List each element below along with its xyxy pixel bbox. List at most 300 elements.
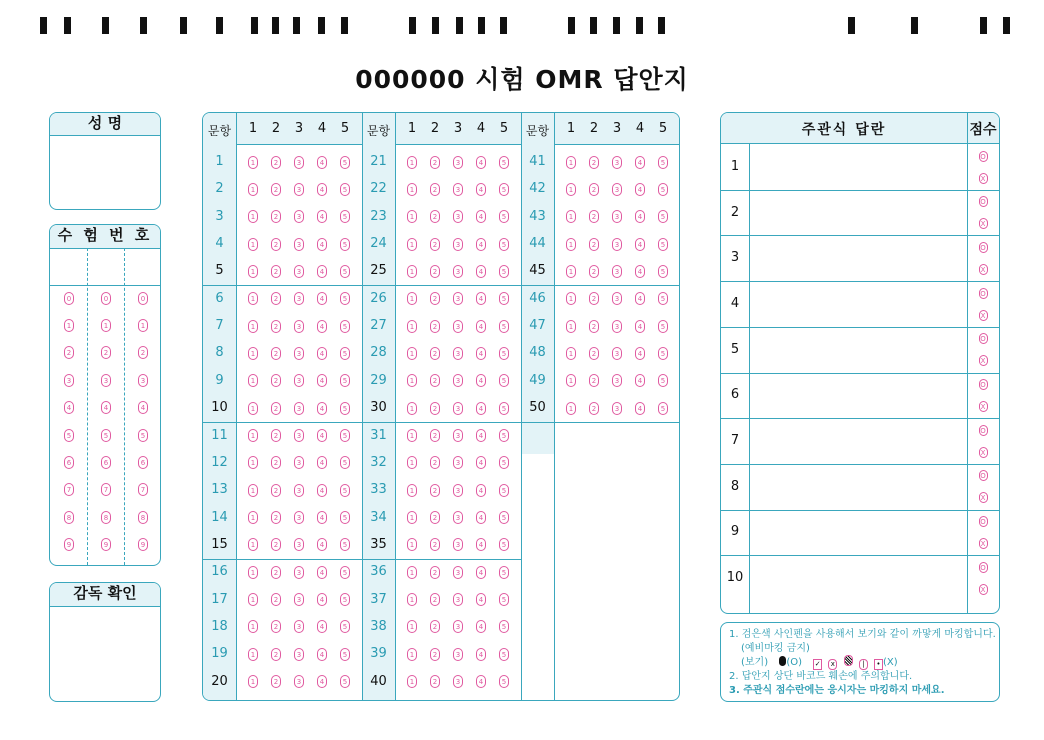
answer-bubble[interactable]: 2 xyxy=(589,374,599,387)
answer-bubble[interactable]: 4 xyxy=(317,593,327,606)
answer-bubble[interactable]: 4 xyxy=(317,265,327,278)
answer-bubble[interactable]: 1 xyxy=(407,566,417,579)
answer-bubble[interactable]: 1 xyxy=(407,402,417,415)
answer-bubble[interactable]: 4 xyxy=(317,456,327,469)
answer-bubble[interactable]: 5 xyxy=(340,238,350,251)
answer-bubble[interactable]: 2 xyxy=(271,374,281,387)
score-bubble[interactable]: X xyxy=(979,401,988,412)
answer-bubble[interactable]: 2 xyxy=(430,374,440,387)
score-bubble[interactable]: O xyxy=(980,381,986,389)
answer-bubble[interactable]: 4 xyxy=(317,511,327,524)
id-digit-bubble[interactable]: 5 xyxy=(64,429,74,442)
answer-bubble[interactable]: 2 xyxy=(430,593,440,606)
answer-bubble[interactable]: 2 xyxy=(271,183,281,196)
answer-bubble[interactable]: 2 xyxy=(271,538,281,551)
answer-bubble[interactable]: 3 xyxy=(294,320,304,333)
score-bubble[interactable]: X xyxy=(979,173,988,184)
answer-bubble[interactable]: 1 xyxy=(248,456,258,469)
answer-bubble[interactable]: 5 xyxy=(340,429,350,442)
answer-bubble[interactable]: 2 xyxy=(271,292,281,305)
answer-bubble[interactable]: 1 xyxy=(248,511,258,524)
score-bubble[interactable]: O xyxy=(980,335,986,344)
answer-bubble[interactable]: 2 xyxy=(271,210,281,223)
answer-bubble[interactable]: 3 xyxy=(294,265,304,278)
answer-bubble[interactable]: 2 xyxy=(430,511,440,524)
answer-bubble[interactable]: 1 xyxy=(248,620,258,633)
id-digit-bubble[interactable]: 8 xyxy=(101,511,111,524)
answer-bubble[interactable]: 3 xyxy=(294,238,304,251)
answer-bubble[interactable]: 5 xyxy=(499,210,509,223)
answer-bubble[interactable]: 5 xyxy=(658,238,668,251)
answer-bubble[interactable]: 4 xyxy=(635,265,645,278)
answer-bubble[interactable]: 3 xyxy=(453,320,463,333)
answer-bubble[interactable]: 2 xyxy=(430,538,440,551)
answer-bubble[interactable]: 5 xyxy=(658,320,668,333)
answer-bubble[interactable]: 1 xyxy=(407,484,417,497)
id-digit-bubble[interactable]: 6 xyxy=(64,456,74,469)
answer-bubble[interactable]: 1 xyxy=(407,620,417,633)
answer-bubble[interactable]: 3 xyxy=(453,566,463,579)
answer-bubble[interactable]: 3 xyxy=(294,538,304,551)
subjective-answer-field[interactable] xyxy=(750,555,967,601)
answer-bubble[interactable]: 1 xyxy=(566,156,576,169)
answer-bubble[interactable]: 3 xyxy=(453,265,463,278)
answer-bubble[interactable]: 4 xyxy=(635,347,645,360)
score-bubble[interactable]: X xyxy=(979,447,988,458)
answer-bubble[interactable]: 4 xyxy=(476,620,486,633)
answer-bubble[interactable]: 5 xyxy=(499,675,509,688)
answer-bubble[interactable]: 3 xyxy=(612,183,622,196)
id-digit-bubble[interactable]: 3 xyxy=(101,374,111,387)
answer-bubble[interactable]: 1 xyxy=(248,183,258,196)
score-bubble[interactable]: X xyxy=(979,218,988,229)
id-digit-bubble[interactable]: 7 xyxy=(138,483,148,496)
answer-bubble[interactable]: 5 xyxy=(658,402,668,415)
answer-bubble[interactable]: 5 xyxy=(499,238,509,251)
answer-bubble[interactable]: 3 xyxy=(453,511,463,524)
answer-bubble[interactable]: 5 xyxy=(340,210,350,223)
answer-bubble[interactable]: 4 xyxy=(476,402,486,415)
answer-bubble[interactable]: 2 xyxy=(589,347,599,360)
answer-bubble[interactable]: 1 xyxy=(566,402,576,415)
answer-bubble[interactable]: 5 xyxy=(340,265,350,278)
answer-bubble[interactable]: 5 xyxy=(340,648,350,661)
score-bubble[interactable]: O xyxy=(980,152,986,161)
subjective-answer-field[interactable] xyxy=(750,235,967,281)
answer-bubble[interactable]: 2 xyxy=(589,210,599,223)
answer-bubble[interactable]: 1 xyxy=(248,238,258,251)
answer-bubble[interactable]: 3 xyxy=(453,238,463,251)
id-digit-bubble[interactable]: 5 xyxy=(138,429,148,442)
id-digit-bubble[interactable]: 1 xyxy=(64,319,74,332)
id-digit-bubble[interactable]: 9 xyxy=(64,538,74,551)
answer-bubble[interactable]: 3 xyxy=(453,648,463,661)
answer-bubble[interactable]: 2 xyxy=(271,456,281,469)
id-digit-bubble[interactable]: 3 xyxy=(138,374,148,387)
answer-bubble[interactable]: 1 xyxy=(566,183,576,196)
answer-bubble[interactable]: 2 xyxy=(271,593,281,606)
answer-bubble[interactable]: 4 xyxy=(476,456,486,469)
answer-bubble[interactable]: 4 xyxy=(317,238,327,251)
id-digit-bubble[interactable]: 6 xyxy=(138,456,148,469)
answer-bubble[interactable]: 3 xyxy=(294,511,304,524)
answer-bubble[interactable]: 5 xyxy=(340,538,350,551)
answer-bubble[interactable]: 5 xyxy=(340,593,350,606)
subjective-answer-field[interactable] xyxy=(750,464,967,510)
answer-bubble[interactable]: 4 xyxy=(317,620,327,633)
score-bubble[interactable]: X xyxy=(979,264,988,275)
id-digit-bubble[interactable]: 1 xyxy=(101,319,111,332)
answer-bubble[interactable]: 1 xyxy=(407,675,417,688)
subjective-answer-field[interactable] xyxy=(750,327,967,373)
answer-bubble[interactable]: 2 xyxy=(430,238,440,251)
id-digit-bubble[interactable]: 2 xyxy=(101,346,111,359)
answer-bubble[interactable]: 3 xyxy=(453,620,463,633)
answer-bubble[interactable]: 1 xyxy=(566,292,576,305)
score-bubble[interactable]: O xyxy=(980,426,986,435)
id-digit-bubble[interactable]: 2 xyxy=(64,346,74,359)
answer-bubble[interactable]: 4 xyxy=(635,183,645,196)
answer-bubble[interactable]: 3 xyxy=(612,402,622,415)
answer-bubble[interactable]: 2 xyxy=(271,566,281,579)
answer-bubble[interactable]: 1 xyxy=(407,538,417,551)
answer-bubble[interactable]: 3 xyxy=(612,374,622,387)
answer-bubble[interactable]: 3 xyxy=(294,456,304,469)
answer-bubble[interactable]: 2 xyxy=(589,238,599,251)
answer-bubble[interactable]: 3 xyxy=(453,593,463,606)
answer-bubble[interactable]: 4 xyxy=(317,374,327,387)
answer-bubble[interactable]: 1 xyxy=(407,265,417,278)
subjective-answer-field[interactable] xyxy=(750,190,967,236)
answer-bubble[interactable]: 4 xyxy=(635,320,645,333)
answer-bubble[interactable]: 5 xyxy=(340,347,350,360)
answer-bubble[interactable]: 3 xyxy=(294,210,304,223)
answer-bubble[interactable]: 4 xyxy=(317,347,327,360)
answer-bubble[interactable]: 4 xyxy=(476,238,486,251)
answer-bubble[interactable]: 5 xyxy=(499,374,509,387)
id-digit-bubble[interactable]: 2 xyxy=(138,346,148,359)
answer-bubble[interactable]: 4 xyxy=(317,538,327,551)
answer-bubble[interactable]: 4 xyxy=(317,402,327,415)
id-digit-bubble[interactable]: 4 xyxy=(64,401,74,414)
answer-bubble[interactable]: 3 xyxy=(294,183,304,196)
answer-bubble[interactable]: 2 xyxy=(430,292,440,305)
answer-bubble[interactable]: 4 xyxy=(476,320,486,333)
answer-bubble[interactable]: 3 xyxy=(294,566,304,579)
answer-bubble[interactable]: 3 xyxy=(453,484,463,497)
answer-bubble[interactable]: 3 xyxy=(453,374,463,387)
answer-bubble[interactable]: 3 xyxy=(453,210,463,223)
answer-bubble[interactable]: 2 xyxy=(271,320,281,333)
answer-bubble[interactable]: 1 xyxy=(248,648,258,661)
answer-bubble[interactable]: 4 xyxy=(476,648,486,661)
answer-bubble[interactable]: 5 xyxy=(499,156,509,169)
answer-bubble[interactable]: 2 xyxy=(430,456,440,469)
id-digit-bubble[interactable]: 3 xyxy=(64,374,74,387)
answer-bubble[interactable]: 4 xyxy=(635,292,645,305)
answer-bubble[interactable]: 5 xyxy=(340,675,350,688)
answer-bubble[interactable]: 5 xyxy=(340,156,350,169)
answer-bubble[interactable]: 1 xyxy=(407,156,417,169)
answer-bubble[interactable]: 3 xyxy=(294,675,304,688)
answer-bubble[interactable]: 4 xyxy=(635,402,645,415)
answer-bubble[interactable]: 4 xyxy=(317,566,327,579)
answer-bubble[interactable]: 3 xyxy=(294,156,304,169)
score-bubble[interactable]: O xyxy=(980,563,986,572)
answer-bubble[interactable]: 5 xyxy=(499,402,509,415)
answer-bubble[interactable]: 4 xyxy=(476,210,486,223)
answer-bubble[interactable]: 2 xyxy=(430,320,440,333)
answer-bubble[interactable]: 5 xyxy=(499,620,509,633)
id-digit-bubble[interactable]: 0 xyxy=(101,292,111,305)
answer-bubble[interactable]: 4 xyxy=(635,374,645,387)
answer-bubble[interactable]: 3 xyxy=(612,265,622,278)
answer-bubble[interactable]: 4 xyxy=(317,429,327,442)
answer-bubble[interactable]: 3 xyxy=(453,538,463,551)
answer-bubble[interactable]: 2 xyxy=(271,648,281,661)
answer-bubble[interactable]: 4 xyxy=(476,292,486,305)
answer-bubble[interactable]: 2 xyxy=(589,156,599,169)
answer-bubble[interactable]: 3 xyxy=(294,374,304,387)
answer-bubble[interactable]: 2 xyxy=(589,320,599,333)
answer-bubble[interactable]: 5 xyxy=(658,210,668,223)
answer-bubble[interactable]: 4 xyxy=(635,210,645,223)
answer-bubble[interactable]: 1 xyxy=(248,347,258,360)
answer-bubble[interactable]: 2 xyxy=(271,429,281,442)
score-bubble[interactable]: X xyxy=(979,492,988,503)
answer-bubble[interactable]: 3 xyxy=(294,402,304,415)
score-bubble[interactable]: X xyxy=(979,310,988,321)
answer-bubble[interactable]: 4 xyxy=(476,374,486,387)
answer-bubble[interactable]: 5 xyxy=(499,484,509,497)
answer-bubble[interactable]: 4 xyxy=(476,593,486,606)
answer-bubble[interactable]: 1 xyxy=(407,648,417,661)
answer-bubble[interactable]: 5 xyxy=(658,292,668,305)
exam-number-box[interactable] xyxy=(49,224,161,566)
answer-bubble[interactable]: 2 xyxy=(430,402,440,415)
answer-bubble[interactable]: 2 xyxy=(271,238,281,251)
answer-bubble[interactable]: 2 xyxy=(271,156,281,169)
id-digit-bubble[interactable]: 9 xyxy=(101,538,111,551)
answer-bubble[interactable]: 4 xyxy=(317,183,327,196)
answer-bubble[interactable]: 1 xyxy=(248,402,258,415)
id-digit-bubble[interactable]: 5 xyxy=(101,429,111,442)
answer-bubble[interactable]: 2 xyxy=(430,566,440,579)
answer-bubble[interactable]: 2 xyxy=(589,265,599,278)
id-digit-bubble[interactable]: 8 xyxy=(138,511,148,524)
answer-bubble[interactable]: 4 xyxy=(317,320,327,333)
score-bubble[interactable]: X xyxy=(979,538,988,549)
id-digit-bubble[interactable]: 0 xyxy=(64,292,74,305)
id-digit-bubble[interactable]: 4 xyxy=(138,401,148,414)
answer-bubble[interactable]: 2 xyxy=(430,210,440,223)
answer-bubble[interactable]: 1 xyxy=(248,566,258,579)
answer-bubble[interactable]: 4 xyxy=(476,265,486,278)
score-bubble[interactable]: O xyxy=(980,198,986,207)
answer-bubble[interactable]: 3 xyxy=(294,648,304,661)
answer-bubble[interactable]: 1 xyxy=(407,593,417,606)
answer-bubble[interactable]: 5 xyxy=(340,620,350,633)
answer-bubble[interactable]: 5 xyxy=(499,593,509,606)
answer-bubble[interactable]: 4 xyxy=(476,347,486,360)
score-bubble[interactable]: X xyxy=(979,355,988,366)
answer-bubble[interactable]: 1 xyxy=(407,183,417,196)
answer-bubble[interactable]: 4 xyxy=(317,675,327,688)
answer-bubble[interactable]: 4 xyxy=(635,156,645,169)
answer-bubble[interactable]: 2 xyxy=(271,265,281,278)
answer-bubble[interactable]: 2 xyxy=(430,347,440,360)
id-digit-bubble[interactable]: 7 xyxy=(101,483,111,496)
answer-bubble[interactable]: 3 xyxy=(453,402,463,415)
answer-bubble[interactable]: 3 xyxy=(294,429,304,442)
id-digit-bubble[interactable]: 6 xyxy=(101,456,111,469)
answer-bubble[interactable]: 4 xyxy=(476,511,486,524)
answer-bubble[interactable]: 2 xyxy=(430,484,440,497)
id-digit-bubble[interactable]: 1 xyxy=(138,319,148,332)
answer-bubble[interactable]: 3 xyxy=(294,593,304,606)
answer-bubble[interactable]: 2 xyxy=(430,675,440,688)
id-digit-bubble[interactable]: 8 xyxy=(64,511,74,524)
answer-bubble[interactable]: 2 xyxy=(271,675,281,688)
answer-bubble[interactable]: 4 xyxy=(317,292,327,305)
answer-bubble[interactable]: 5 xyxy=(340,402,350,415)
answer-bubble[interactable]: 3 xyxy=(612,347,622,360)
answer-bubble[interactable]: 3 xyxy=(612,320,622,333)
answer-bubble[interactable]: 1 xyxy=(566,320,576,333)
answer-bubble[interactable]: 1 xyxy=(248,374,258,387)
answer-bubble[interactable]: 1 xyxy=(407,347,417,360)
answer-bubble[interactable]: 1 xyxy=(248,538,258,551)
answer-bubble[interactable]: 2 xyxy=(430,156,440,169)
answer-bubble[interactable]: 3 xyxy=(453,675,463,688)
answer-bubble[interactable]: 1 xyxy=(407,374,417,387)
answer-bubble[interactable]: 3 xyxy=(453,183,463,196)
score-bubble[interactable]: X xyxy=(979,584,988,595)
answer-bubble[interactable]: 5 xyxy=(658,183,668,196)
answer-bubble[interactable]: 2 xyxy=(271,511,281,524)
answer-bubble[interactable]: 5 xyxy=(499,538,509,551)
answer-bubble[interactable]: 3 xyxy=(612,210,622,223)
answer-bubble[interactable]: 2 xyxy=(271,402,281,415)
answer-bubble[interactable]: 4 xyxy=(476,156,486,169)
answer-bubble[interactable]: 4 xyxy=(317,156,327,169)
answer-bubble[interactable]: 3 xyxy=(294,484,304,497)
answer-bubble[interactable]: 5 xyxy=(340,566,350,579)
supervisor-box[interactable] xyxy=(49,582,161,702)
answer-bubble[interactable]: 1 xyxy=(566,265,576,278)
answer-bubble[interactable]: 4 xyxy=(476,566,486,579)
answer-bubble[interactable]: 5 xyxy=(658,156,668,169)
answer-bubble[interactable]: 3 xyxy=(294,620,304,633)
subjective-answer-field[interactable] xyxy=(750,418,967,464)
answer-bubble[interactable]: 5 xyxy=(658,374,668,387)
answer-bubble[interactable]: 3 xyxy=(453,456,463,469)
score-bubble[interactable]: O xyxy=(980,518,986,527)
answer-bubble[interactable]: 1 xyxy=(248,429,258,442)
answer-bubble[interactable]: 5 xyxy=(658,347,668,360)
answer-bubble[interactable]: 5 xyxy=(340,292,350,305)
subjective-answer-field[interactable] xyxy=(750,281,967,327)
answer-bubble[interactable]: 3 xyxy=(612,156,622,169)
answer-bubble[interactable]: 4 xyxy=(317,648,327,661)
answer-bubble[interactable]: 2 xyxy=(271,347,281,360)
answer-bubble[interactable]: 1 xyxy=(248,292,258,305)
answer-bubble[interactable]: 2 xyxy=(589,402,599,415)
answer-bubble[interactable]: 1 xyxy=(407,429,417,442)
answer-bubble[interactable]: 5 xyxy=(499,183,509,196)
answer-bubble[interactable]: 3 xyxy=(294,347,304,360)
answer-bubble[interactable]: 5 xyxy=(499,429,509,442)
id-digit-bubble[interactable]: 9 xyxy=(138,538,148,551)
answer-bubble[interactable]: 3 xyxy=(612,238,622,251)
answer-bubble[interactable]: 1 xyxy=(407,320,417,333)
answer-bubble[interactable]: 5 xyxy=(499,292,509,305)
exam-number-write-area[interactable] xyxy=(50,248,160,286)
answer-bubble[interactable]: 2 xyxy=(271,620,281,633)
answer-bubble[interactable]: 5 xyxy=(340,374,350,387)
score-bubble[interactable]: O xyxy=(980,243,986,252)
answer-bubble[interactable]: 5 xyxy=(499,456,509,469)
answer-bubble[interactable]: 1 xyxy=(248,156,258,169)
answer-bubble[interactable]: 5 xyxy=(499,511,509,524)
answer-bubble[interactable]: 1 xyxy=(407,238,417,251)
answer-bubble[interactable]: 2 xyxy=(430,620,440,633)
answer-bubble[interactable]: 1 xyxy=(407,511,417,524)
answer-bubble[interactable]: 1 xyxy=(566,347,576,360)
subjective-answer-box[interactable] xyxy=(720,112,1000,614)
id-digit-bubble[interactable]: 4 xyxy=(101,401,111,414)
answer-bubble[interactable]: 1 xyxy=(407,210,417,223)
answer-bubble[interactable]: 2 xyxy=(430,429,440,442)
answer-bubble[interactable]: 3 xyxy=(612,292,622,305)
answer-bubble[interactable]: 1 xyxy=(248,265,258,278)
answer-bubble[interactable]: 2 xyxy=(430,265,440,278)
answer-bubble[interactable]: 5 xyxy=(499,566,509,579)
answer-bubble[interactable]: 3 xyxy=(453,429,463,442)
answer-bubble[interactable]: 5 xyxy=(340,183,350,196)
answer-bubble[interactable]: 1 xyxy=(407,456,417,469)
answer-bubble[interactable]: 1 xyxy=(566,210,576,223)
answer-bubble[interactable]: 5 xyxy=(499,265,509,278)
answer-bubble[interactable]: 4 xyxy=(476,484,486,497)
name-box[interactable] xyxy=(49,112,161,210)
answer-bubble[interactable]: 3 xyxy=(294,292,304,305)
answer-bubble[interactable]: 1 xyxy=(248,675,258,688)
answer-bubble[interactable]: 1 xyxy=(248,593,258,606)
answer-bubble[interactable]: 1 xyxy=(248,484,258,497)
answer-bubble[interactable]: 3 xyxy=(453,347,463,360)
answer-bubble[interactable]: 5 xyxy=(658,265,668,278)
answer-bubble[interactable]: 1 xyxy=(248,320,258,333)
answer-bubble[interactable]: 5 xyxy=(499,648,509,661)
subjective-answer-field[interactable] xyxy=(750,510,967,556)
score-bubble[interactable]: O xyxy=(980,472,986,481)
answer-bubble[interactable]: 2 xyxy=(589,183,599,196)
answer-bubble[interactable]: 4 xyxy=(317,210,327,223)
answer-bubble[interactable]: 1 xyxy=(566,238,576,251)
answer-bubble[interactable]: 3 xyxy=(453,292,463,305)
id-digit-bubble[interactable]: 0 xyxy=(138,292,148,305)
subjective-answer-field[interactable] xyxy=(750,144,967,190)
answer-bubble[interactable]: 2 xyxy=(430,648,440,661)
answer-bubble[interactable]: 4 xyxy=(317,484,327,497)
answer-bubble[interactable]: 4 xyxy=(476,183,486,196)
answer-bubble[interactable]: 4 xyxy=(476,675,486,688)
subjective-answer-field[interactable] xyxy=(750,373,967,419)
answer-bubble[interactable]: 4 xyxy=(476,538,486,551)
answer-bubble[interactable]: 2 xyxy=(589,292,599,305)
answer-bubble[interactable]: 1 xyxy=(248,210,258,223)
